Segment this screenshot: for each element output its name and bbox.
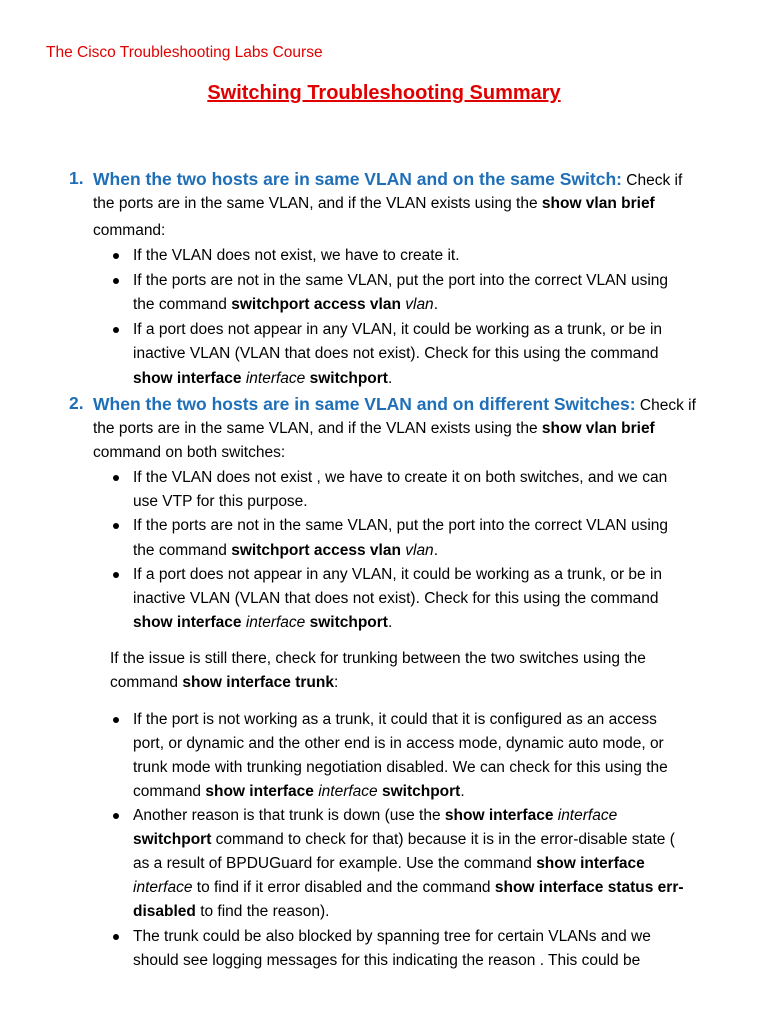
s1-bullet-3-line-2: inactive VLAN (VLAN that does not exist). Check for this using the command: [133, 345, 659, 362]
section-1-heading: When the two hosts are in same VLAN and on the same Switch:: [93, 169, 622, 189]
s2-bullet-3-line-3: show interface interface switchport.: [133, 614, 393, 631]
bullet-icon: [113, 934, 119, 940]
trunk-bullet-1-line-1: If the port is not working as a trunk, it could that it is configured as an access: [133, 711, 657, 728]
trunk-bullet-3-line-1: The trunk could be also blocked by spanning tree for certain VLANs and we: [133, 928, 651, 945]
course-header: The Cisco Troubleshooting Labs Course: [46, 44, 323, 61]
s2-bullet-3-line-2: inactive VLAN (VLAN that does not exist). Check for this using the command: [133, 590, 659, 607]
s2-bullet-2-line-1: If the ports are not in the same VLAN, put the port into the correct VLAN using: [133, 517, 669, 534]
s2-bullet-1-line-1: If the VLAN does not exist , we have to create it on both switches, and we can: [133, 469, 668, 486]
section-2-number: 2.: [69, 393, 84, 413]
trunk-paragraph-line-1: If the issue is still there, check for trunking between the two switches using the: [110, 650, 646, 667]
s2-bullet-3-line-1: If a port does not appear in any VLAN, it could be working as a trunk, or be in: [133, 566, 663, 583]
trunk-paragraph-line-2: command show interface trunk:: [110, 674, 339, 691]
trunk-bullet-1-line-3: trunk mode with trunking negotiation disabled. We can check for this using the: [133, 759, 668, 776]
trunk-bullet-1-line-4: command show interface interface switchport.: [133, 783, 465, 800]
section-2-line-3: command on both switches:: [93, 444, 286, 461]
bullet-icon: [113, 717, 119, 723]
trunk-bullet-2-line-1: Another reason is that trunk is down (use the show interface interface: [133, 807, 618, 824]
trunk-bullet-1-line-2: port, or dynamic and the other end is in access mode, dynamic auto mode, or: [133, 735, 664, 752]
s1-bullet-3-line-3: show interface interface switchport.: [133, 370, 393, 387]
bullet-icon: [113, 813, 119, 819]
s1-bullet-2-line-2: the command switchport access vlan vlan.: [133, 296, 438, 313]
trunk-bullet-2-line-5: disabled to find the reason).: [133, 903, 330, 920]
page-title: Switching Troubleshooting Summary: [207, 82, 561, 104]
bullet-icon: [113, 253, 119, 259]
trunk-bullet-2-line-4: interface to find if it error disabled and the command show interface status err-: [133, 879, 684, 896]
bullet-icon: [113, 523, 119, 529]
trunk-bullet-2-line-2: switchport command to check for that) because it is in the error-disable state (: [133, 831, 675, 848]
section-1-line-3: command:: [93, 222, 166, 239]
bullet-icon: [113, 278, 119, 284]
trunk-bullet-3-line-2: should see logging messages for this indicating the reason . This could be: [133, 952, 641, 969]
section-2-heading: When the two hosts are in same VLAN and on different Switches:: [93, 394, 636, 414]
trunk-bullet-2-line-3: as a result of BPDUGuard for example. Use the command show interface: [133, 855, 645, 872]
section-2-line-2: the ports are in the same VLAN, and if the VLAN exists using the show vlan brief: [93, 420, 655, 437]
bullet-icon: [113, 572, 119, 578]
s1-bullet-2-line-1: If the ports are not in the same VLAN, put the port into the correct VLAN using: [133, 272, 669, 289]
bullet-icon: [113, 475, 119, 481]
section-1-line-2: the ports are in the same VLAN, and if the VLAN exists using the show vlan brief: [93, 195, 655, 212]
s2-bullet-2-line-2: the command switchport access vlan vlan.: [133, 542, 438, 559]
section-2-line-1: When the two hosts are in same VLAN and on different Switches: Check if: [93, 394, 696, 414]
bullet-icon: [113, 327, 119, 333]
section-1-number: 1.: [69, 168, 84, 188]
s2-bullet-1-line-2: use VTP for this purpose.: [133, 493, 308, 510]
section-1-line-1: When the two hosts are in same VLAN and on the same Switch: Check if: [93, 169, 683, 189]
s1-bullet-1: If the VLAN does not exist, we have to create it.: [133, 247, 460, 264]
s1-bullet-3-line-1: If a port does not appear in any VLAN, it could be working as a trunk, or be in: [133, 321, 663, 338]
